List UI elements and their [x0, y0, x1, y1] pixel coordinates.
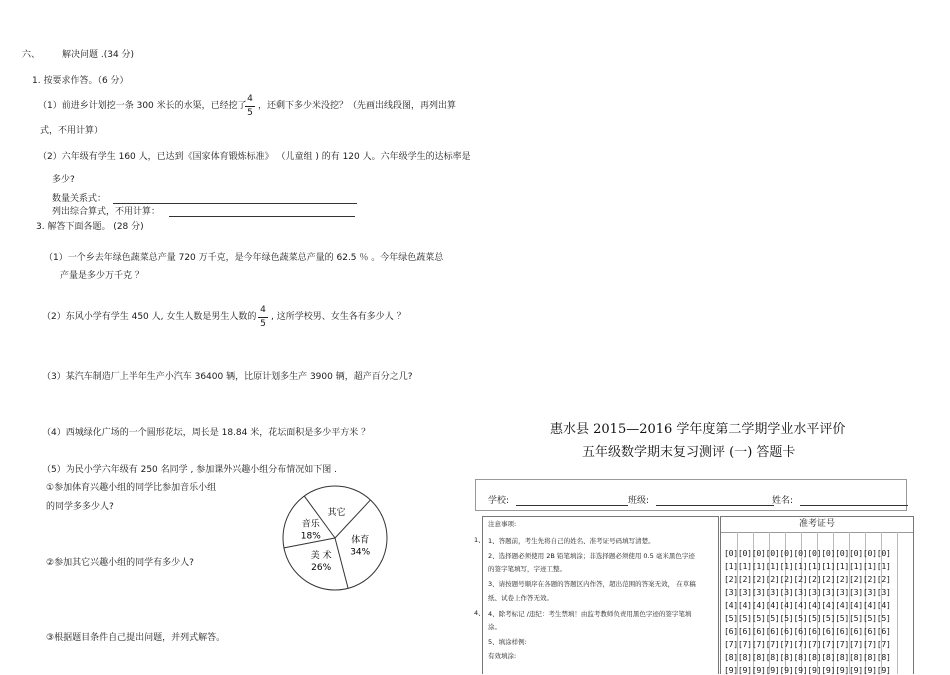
digit-row-3[interactable]: [3][3][3][3][3][3][3][3][3][3][3][3] — [724, 587, 891, 597]
equation-answer-line[interactable] — [169, 207, 355, 217]
pie-value-1: 34% — [350, 547, 371, 558]
section-number: 六、 — [22, 50, 41, 60]
q1-part2-text: （2）六年级有学生 160 人，已达到《国家体育锻炼标准》 （儿童组 ) 的有 120 人。六年级学生的达标率是 — [38, 152, 471, 162]
note-4-text: 4、除考标记 /违纪：考生禁填！由监考教师负责用黑色字迹的签字笔填 — [488, 610, 692, 618]
pie-label-2: 美 术 — [310, 551, 332, 562]
ticket-number-header — [721, 517, 913, 533]
q3-part5-sub1: ①参加体育兴趣小组的同学比参加音乐小组 — [46, 483, 217, 493]
note-4-text-cont: 涂。 — [488, 623, 501, 631]
note-4-number: 4、 — [474, 609, 485, 617]
q3-part1-text-end: 产量是多少万千克 ？ — [60, 271, 144, 281]
note-2-text: 2、选择题必须使用 2B 铅笔填涂；非选择题必须使用 0.5 毫米黑色字迹 — [488, 552, 695, 560]
ticket-number-label: 准考证号 — [798, 519, 835, 529]
q3-part5-sub2: ②参加其它兴趣小组的同学有多少人? — [46, 558, 194, 568]
q3-part5-text: （5）为民小学六年级有 250 名同学 , 参加课外兴趣小组分布情况如下图 . — [42, 465, 337, 475]
relation-label-text: 数量关系式： — [52, 194, 107, 204]
section-title: 解决问题 .(34 分) — [62, 50, 135, 60]
q3-fraction-numerator: 4 — [260, 305, 266, 315]
note-3-text-cont: 纸、试卷上作答无效。 — [488, 594, 553, 602]
q3-title: 3. 解答下面各题。 (28 分) — [36, 222, 144, 232]
equation-label-text: 列出综合算式，不用计算： — [52, 207, 161, 217]
note-5-text: 5、填涂样例: — [488, 638, 527, 646]
digit-row-0[interactable]: [0][0][0][0][0][0][0][0][0][0][0][0] — [724, 548, 891, 558]
q1-part1-text-end: 式，不用计算） — [40, 126, 104, 136]
notes-box — [482, 516, 719, 674]
q3-part1-text: （1）一个乡去年绿色蔬菜总产量 720 万千克，是今年绿色蔬菜总产量的 62.5 ％ 。今年绿色蔬菜总 — [44, 253, 444, 263]
digit-row-8[interactable]: [8][8][8][8][8][8][8][8][8][8][8][8] — [724, 652, 891, 662]
digit-row-1[interactable]: [1][1][1][1][1][1][1][1][1][1][1][1] — [724, 561, 891, 571]
note-1-number: 1、 — [474, 536, 485, 544]
pie-value-2: 26% — [311, 563, 332, 574]
equation-label — [52, 207, 355, 217]
name-label: 姓名: — [772, 496, 794, 506]
digit-row-2[interactable]: [2][2][2][2][2][2][2][2][2][2][2][2] — [724, 574, 891, 584]
column-divider — [897, 532, 898, 674]
school-field — [488, 496, 628, 506]
q3-part3-text: （3）某汽车制造厂上半年生产小汽车 36400 辆，比原计划多生产 3900 辆，超产百分之几? — [42, 372, 413, 382]
q1-fraction — [245, 95, 255, 118]
note-2-text-cont: 的签字笔填写，字迹工整。 — [488, 565, 566, 573]
name-input[interactable] — [800, 496, 908, 506]
school-input[interactable] — [516, 496, 628, 506]
student-info-box — [475, 479, 907, 511]
pie-value-3: 18% — [300, 531, 321, 542]
q1-title: 1. 按要求作答。（6 分） — [32, 76, 129, 86]
q3-fraction — [258, 306, 268, 329]
card-subtitle: 五年级数学期末复习测评 (一) 答题卡 — [582, 445, 796, 460]
digit-row-6[interactable]: [6][6][6][6][6][6][6][6][6][6][6][6] — [724, 626, 891, 636]
q3-part4-text: （4）西城绿化广场的一个圆形花坛，周长是 18.84 米，花坛面积是多少平方米 ？ — [42, 428, 371, 438]
pie-label-4: 其它 — [327, 508, 346, 519]
pie-label-3: 音乐 — [301, 519, 320, 530]
name-field — [772, 496, 908, 506]
fraction-bar — [245, 106, 255, 107]
school-label: 学校: — [488, 496, 510, 506]
pie-chart — [280, 483, 390, 593]
q1-fraction-denominator: 5 — [247, 108, 253, 118]
ticket-number-box — [720, 516, 914, 674]
digit-row-4[interactable]: [4][4][4][4][4][4][4][4][4][4][4][4] — [724, 600, 891, 610]
digit-row-9[interactable]: [9][9][9][9][9][9][9][9][9][9][9][9] — [724, 665, 891, 675]
relation-label — [52, 194, 357, 204]
q1-part1-text-cont: ，还剩下多少米没挖？（先画出线段图，再列出算 — [258, 101, 457, 111]
note-3-text: 3、请按题号顺序在各题的答题区内作答，超出范围的答案无效， 在草稿 — [488, 580, 696, 588]
q3-part5-sub1-cont: 的同学多多少人? — [46, 502, 114, 512]
q3-part2-text-cont: , 这所学校男、女生各有多少人 ？ — [271, 312, 406, 322]
relation-answer-line[interactable] — [113, 194, 357, 204]
class-field — [628, 496, 774, 506]
fraction-bar — [258, 317, 268, 318]
digit-row-5[interactable]: [5][5][5][5][5][5][5][5][5][5][5][5] — [724, 613, 891, 623]
class-label: 班级: — [628, 496, 650, 506]
card-title: 惠水县 2015—2016 学年度第二学期学业水平评价 — [550, 422, 846, 437]
q3-part2-text: （2）东风小学有学生 450 人, 女生人数是男生人数的 — [42, 312, 257, 322]
q1-fraction-numerator: 4 — [247, 94, 253, 104]
q3-part5-sub3: ③根据题目条件自己提出问题，并列式解答。 — [46, 633, 226, 643]
pie-label-1: 体育 — [351, 535, 370, 546]
digit-row-7[interactable]: [7][7][7][7][7][7][7][7][7][7][7][7] — [724, 639, 891, 649]
q3-fraction-denominator: 5 — [260, 319, 266, 329]
notes-heading: 注意事项: — [488, 520, 517, 528]
class-input[interactable] — [656, 496, 774, 506]
note-1-text: 1、答题前，考生先将自己的姓名、准考证号码填写清楚。 — [488, 537, 655, 545]
note-6-text: 有效填涂: — [488, 652, 517, 660]
q1-part1-text: （1）前进乡计划挖一条 300 米长的水渠，已经挖了 — [38, 101, 247, 111]
q1-part2-text-end: 多少? — [52, 175, 75, 185]
